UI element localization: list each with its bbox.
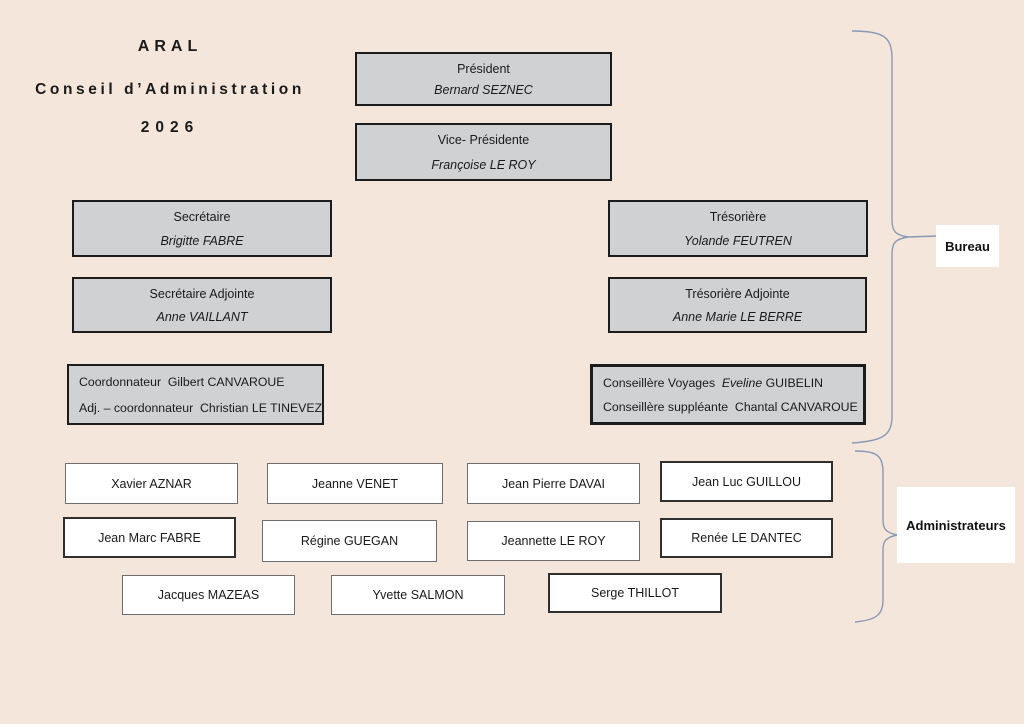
conseillere-line2: Conseillère suppléante Chantal CANVAROUE: [603, 400, 858, 414]
box-admin-jean-marc-fabre: Jean Marc FABRE: [63, 517, 236, 558]
conseillere-line1-label: Conseillère Voyages: [603, 376, 716, 390]
conseillere-line1: [603, 376, 855, 390]
administrateurs-label: Administrateurs: [897, 487, 1015, 563]
bureau-label: Bureau: [936, 225, 999, 267]
box-tresoriere: [608, 200, 868, 257]
role-secretaire-adjointe: Secrétaire Adjointe: [149, 287, 255, 301]
box-vice-presidente: [355, 123, 612, 181]
name-tresoriere-adjointe: Anne Marie LE BERRE: [672, 310, 803, 324]
name-secretaire: Brigitte FABRE: [160, 234, 244, 248]
name-tresoriere: Yolande FEUTREN: [684, 234, 792, 248]
page-title: [18, 38, 322, 137]
box-conseillere: [590, 364, 866, 425]
box-admin-xavier-aznar: Xavier AZNAR: [65, 463, 238, 504]
box-secretaire: [72, 200, 332, 257]
box-tresoriere-adjointe: [608, 277, 867, 333]
box-admin-jeannette-le-roy: Jeannette LE ROY: [467, 521, 640, 561]
box-admin-jean-pierre-davai: Jean Pierre DAVAI: [467, 463, 640, 504]
title-line2: Conseil d’Administration: [35, 81, 305, 98]
role-secretaire: Secrétaire: [173, 210, 231, 224]
name-vice-presidente: Françoise LE ROY: [431, 158, 536, 172]
box-admin-regine-guegan: Régine GUEGAN: [262, 520, 437, 562]
box-admin-jean-luc-guillou: Jean Luc GUILLOU: [660, 461, 833, 502]
coordonnateur-line2: Adj. – coordonnateur Christian LE TINEVEZ: [79, 401, 323, 415]
box-admin-serge-thillot: Serge THILLOT: [548, 573, 722, 613]
bureau-brace: [843, 24, 943, 448]
box-admin-jacques-mazeas: Jacques MAZEAS: [122, 575, 295, 615]
box-president: [355, 52, 612, 106]
coordonnateur-line1: Coordonnateur Gilbert CANVAROUE: [79, 375, 285, 389]
box-coordonnateur: [67, 364, 324, 425]
box-secretaire-adjointe: [72, 277, 332, 333]
title-year: 2026: [140, 119, 200, 136]
name-president: Bernard SEZNEC: [434, 83, 533, 97]
box-admin-yvette-salmon: Yvette SALMON: [331, 575, 505, 615]
title-org: ARAL: [137, 38, 203, 55]
role-president: Président: [457, 62, 510, 76]
role-tresoriere-adjointe: Trésorière Adjointe: [685, 287, 790, 301]
name-secretaire-adjointe: Anne VAILLANT: [156, 310, 248, 324]
conseillere-line1-name: Eveline GUIBELIN: [721, 376, 823, 390]
role-vice-presidente: Vice- Présidente: [437, 133, 530, 147]
box-admin-renee-le-dantec: Renée LE DANTEC: [660, 518, 833, 558]
role-tresoriere: Trésorière: [709, 210, 767, 224]
box-admin-jeanne-venet: Jeanne VENET: [267, 463, 443, 504]
